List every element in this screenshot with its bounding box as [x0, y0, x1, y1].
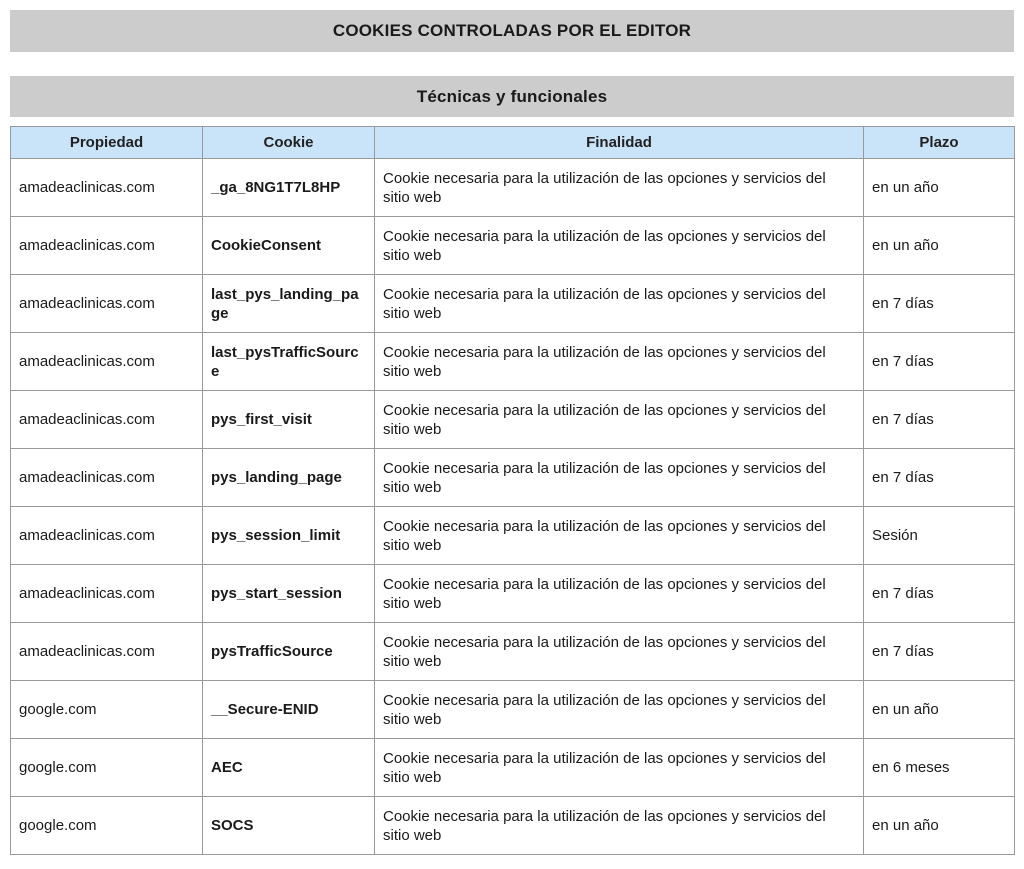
finalidad-cell: Cookie necesaria para la utilización de las opciones y servicios del sitio web: [375, 797, 864, 855]
plazo-cell: en 7 días: [864, 623, 1015, 681]
plazo-cell: en 7 días: [864, 275, 1015, 333]
section-title-bar: [10, 76, 1014, 117]
column-header-finalidad: Finalidad: [375, 127, 864, 159]
table-row: [11, 217, 1015, 275]
table-row: [11, 333, 1015, 391]
table-row: [11, 391, 1015, 449]
plazo-cell: en 7 días: [864, 391, 1015, 449]
table-body: [11, 159, 1015, 855]
plazo-cell: en un año: [864, 681, 1015, 739]
propiedad-cell: google.com: [11, 797, 203, 855]
table-row: [11, 449, 1015, 507]
finalidad-cell: Cookie necesaria para la utilización de las opciones y servicios del sitio web: [375, 275, 864, 333]
main-title: COOKIES CONTROLADAS POR EL EDITOR: [332, 21, 692, 40]
plazo-cell: en un año: [864, 217, 1015, 275]
finalidad-cell: Cookie necesaria para la utilización de las opciones y servicios del sitio web: [375, 565, 864, 623]
finalidad-cell: Cookie necesaria para la utilización de las opciones y servicios del sitio web: [375, 159, 864, 217]
plazo-cell: en 7 días: [864, 449, 1015, 507]
table-row: [11, 565, 1015, 623]
cookie-name-cell: pys_landing_page: [203, 449, 375, 507]
table-row: [11, 275, 1015, 333]
finalidad-cell: Cookie necesaria para la utilización de las opciones y servicios del sitio web: [375, 507, 864, 565]
cookie-name-cell: pysTrafficSource: [203, 623, 375, 681]
propiedad-cell: amadeaclinicas.com: [11, 449, 203, 507]
finalidad-cell: Cookie necesaria para la utilización de las opciones y servicios del sitio web: [375, 623, 864, 681]
finalidad-cell: Cookie necesaria para la utilización de las opciones y servicios del sitio web: [375, 739, 864, 797]
cookie-name-cell: last_pysTrafficSource: [203, 333, 375, 391]
table-row: [11, 507, 1015, 565]
finalidad-cell: Cookie necesaria para la utilización de las opciones y servicios del sitio web: [375, 681, 864, 739]
propiedad-cell: amadeaclinicas.com: [11, 333, 203, 391]
cookie-name-cell: AEC: [203, 739, 375, 797]
cookie-name-cell: pys_start_session: [203, 565, 375, 623]
propiedad-cell: google.com: [11, 739, 203, 797]
propiedad-cell: amadeaclinicas.com: [11, 623, 203, 681]
table-row: [11, 797, 1015, 855]
propiedad-cell: amadeaclinicas.com: [11, 565, 203, 623]
plazo-cell: en un año: [864, 797, 1015, 855]
column-header-plazo: Plazo: [864, 127, 1015, 159]
column-header-cookie: Cookie: [203, 127, 375, 159]
finalidad-cell: Cookie necesaria para la utilización de las opciones y servicios del sitio web: [375, 449, 864, 507]
plazo-cell: en un año: [864, 159, 1015, 217]
plazo-cell: en 6 meses: [864, 739, 1015, 797]
propiedad-cell: amadeaclinicas.com: [11, 391, 203, 449]
propiedad-cell: amadeaclinicas.com: [11, 507, 203, 565]
propiedad-cell: amadeaclinicas.com: [11, 275, 203, 333]
cookie-name-cell: last_pys_landing_page: [203, 275, 375, 333]
table-header-row: [11, 127, 1015, 159]
propiedad-cell: amadeaclinicas.com: [11, 159, 203, 217]
cookie-name-cell: pys_session_limit: [203, 507, 375, 565]
finalidad-cell: Cookie necesaria para la utilización de las opciones y servicios del sitio web: [375, 333, 864, 391]
table-row: [11, 681, 1015, 739]
column-header-propiedad: Propiedad: [11, 127, 203, 159]
cookie-name-cell: CookieConsent: [203, 217, 375, 275]
table-row: [11, 623, 1015, 681]
cookies-table: [10, 126, 1015, 855]
table-row: [11, 739, 1015, 797]
finalidad-cell: Cookie necesaria para la utilización de las opciones y servicios del sitio web: [375, 217, 864, 275]
finalidad-cell: Cookie necesaria para la utilización de las opciones y servicios del sitio web: [375, 391, 864, 449]
table-row: [11, 159, 1015, 217]
table-header: [11, 127, 1015, 159]
cookie-name-cell: pys_first_visit: [203, 391, 375, 449]
plazo-cell: en 7 días: [864, 333, 1015, 391]
main-title-bar: [10, 10, 1014, 52]
plazo-cell: en 7 días: [864, 565, 1015, 623]
propiedad-cell: google.com: [11, 681, 203, 739]
cookie-name-cell: SOCS: [203, 797, 375, 855]
section-title: Técnicas y funcionales: [416, 86, 608, 106]
cookie-name-cell: __Secure-ENID: [203, 681, 375, 739]
propiedad-cell: amadeaclinicas.com: [11, 217, 203, 275]
plazo-cell: Sesión: [864, 507, 1015, 565]
cookie-name-cell: _ga_8NG1T7L8HP: [203, 159, 375, 217]
